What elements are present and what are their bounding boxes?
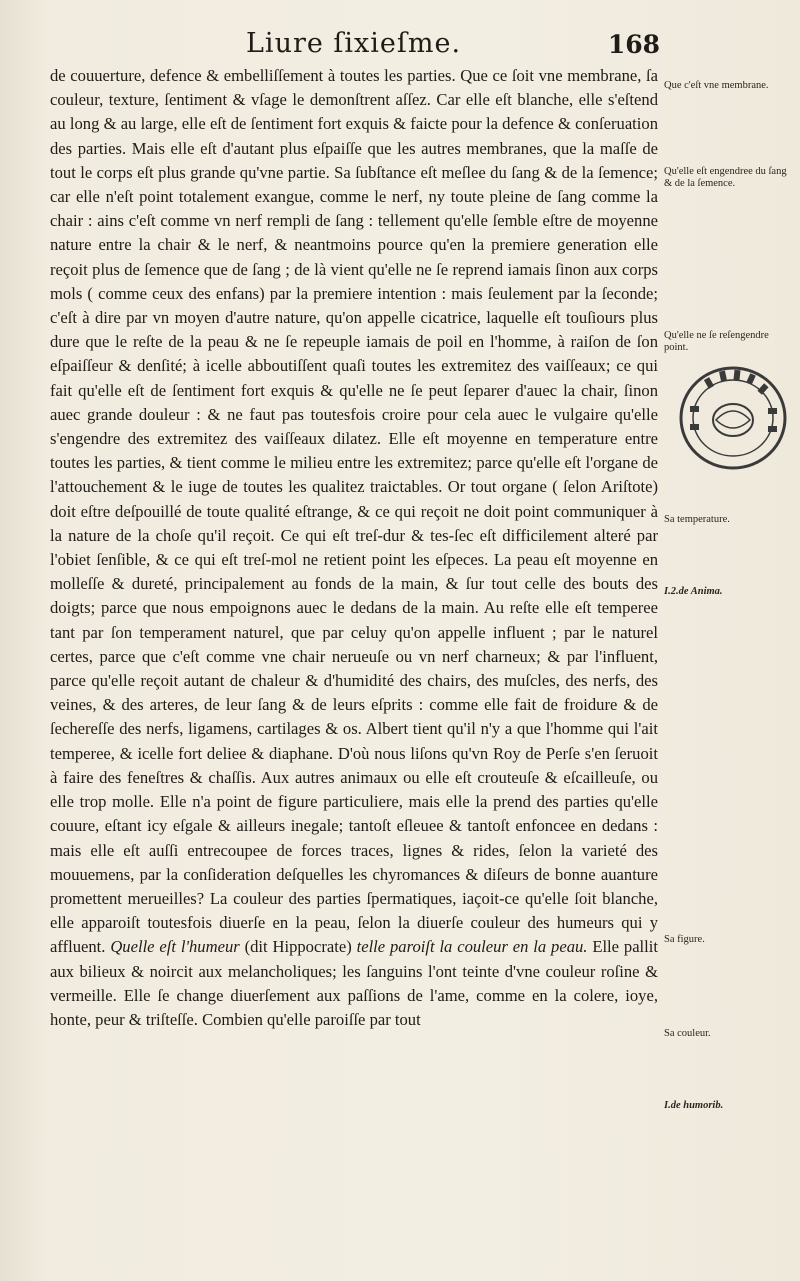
page-number: 168: [607, 30, 660, 59]
margin-note-engendree: Qu'elle eſt engendree du ſang & de la ſemence.: [664, 166, 787, 189]
margin-note-de-anima: I.2.de Anima.: [664, 586, 723, 597]
paragraph-text-mid: (dit Hippocrate): [239, 937, 357, 957]
margin-note-figure: Sa figure.: [664, 934, 705, 945]
paragraph-text-end: Elle pallit aux bilieux & noircit aux melancholiques; les ſanguins l'ont teinte d'vne couleur roſine & vermeille. Elle ſe change diuerſement aux paſſions de l'ame, comme en la colere, ioye, honte, peur & triſteſſe. Combien qu'elle paroiſſe par tout: [50, 937, 658, 1029]
margin-note-membrane: Que c'eſt vne membrane.: [664, 80, 769, 91]
library-stamp-icon: [676, 362, 790, 474]
running-title: Liure ſixieſme.: [246, 28, 462, 59]
margin-note-temperature: Sa temperature.: [664, 514, 730, 525]
main-paragraph: [50, 64, 658, 1032]
main-text-block: [50, 64, 658, 1032]
margin-note-resengendre: Qu'elle ne ſe reſengendre point.: [664, 330, 769, 353]
margin-note-de-humoribus: I.de humorib.: [664, 1100, 724, 1111]
margin-notes: [664, 0, 794, 1281]
italic-quote-2: telle paroiſt la couleur en la peau.: [356, 937, 588, 957]
paragraph-text: de couuerture, defence & embelliſſement à toutes les parties. Que ce ſoit vne membrane, ſa couleur, texture, ſentiment & vſage le demonſtrent aſſez. Car elle eſt blanche, elle s'eſtend au long & au large, elle eſt de ſentiment fort exquis & faicte pour la defence & conſeruation des parties. Mais elle eſt d'autant plus eſpaiſſe que les autres membranes, que la maſſe de tout le corps eſt plus grande qu'vne partie. Sa ſubſtance eſt meſlee du ſang & de la ſemence; car elle n'eſt point totalement exangue, comme le nerf, ny toute pleine de ſang comme la chair : ains c'eſt comme vn nerf rempli de ſang : tellement qu'elle ſemble eſtre de moyenne nature entre la chair & le nerf, & neantmoins pource qu'en la premiere generation elle reçoit plus de ſemence que de ſang ; de là vient qu'elle ne ſe reprend iamais ſinon aux corps mols ( comme ceux des enfans) par la premiere intention : mais ſeulement par la ſeconde; c'eſt à dire par vn moyen d'autre nature, qu'on appelle cicatrice, laquelle eſt touſiours plus dure que le reſte de la peau & ne ſe repeuple iamais de poil en l'homme, à raiſon de ſon eſpaiſſeur & denſité; à icelle abboutiſſent quaſi toutes les extremitez des vaiſſeaux; ce qui fait qu'elle eſt de ſentiment fort exquis & qu'elle ne ſe peut ſeparer d'auec la chair, ſinon auec grande douleur : & ne faut pas toutesfois croire pour cela auec le vulgaire qu'elle s'engendre des extremitez des vaiſſeaux dilatez. Elle eſt moyenne en temperature entre toutes les parties, & tient comme le milieu entre les extremitez; parce qu'elle eſt l'organe de l'attouchement & le iuge de toutes les qualitez traictables. Or tout organe ( ſelon Ariſtote) doit eſtre deſpouillé de toute qualité eſtrange, & ce qui reçoit ne doit point communiquer à la nature de la choſe qu'il reçoit. Ce qui eſt treſ-dur & tes-ſec eſt difficilement alteré par l'obiet ſenſible, & ce qui eſt treſ-mol ne retient point les eſpeces. La peau eſt moyenne en molleſſe & dureté, principalement au fonds de la main, & ſur tout celle des bouts des doigts; parce que nous empoignons auec le dedans de la main. Au reſte elle eſt temperee tant par ſon temperament naturel, que par celuy qu'on appelle influent ; par le naturel certes, parce que c'eſt comme vne chair nerueuſe ou vn nerf charneux; & par l'influent, parce qu'elle reçoit autant de chaleur & d'humidité des chairs, des muſcles, des nerfs, des veines, & des arteres, de leur ſang & de leurs eſprits : comme elle fait de froidure & de ſechereſſe des nerfs, ligamens, cartilages & os. Albert tient qu'il n'y a que l'homme qui l'ait temperee, & icelle fort deliee & diaphane. D'où nous liſons qu'vn Roy de Perſe s'en ſeruoit à faire des feneſtres & chaſſis. Aux autres animaux ou elle eſt crouteuſe & eſcailleuſe, ou elle trop molle. Elle n'a point de figure particuliere, mais elle la prend des parties qu'elle couure, eſtant icy eſgale & ailleurs inegale; tantoſt eſleuee & tantoſt enfoncee en dedans : mais elle eſt auſſi entrecoupee de forces traces, lignes & rides, ſelon la varieté des mouuemens, par la conſideration deſquelles les chyromances & diſeurs de bonne auanture promettent merueilles? La couleur des parties ſpermatiques, iaçoit-ce qu'elle ſoit blanche, elle apparoiſt toutesfois diuerſe en la peau, ſelon la diuerſe couleur des humeurs qui y affluent.: [50, 66, 658, 957]
italic-quote-1: Quelle eſt l'humeur: [110, 937, 240, 957]
margin-note-couleur: Sa couleur.: [664, 1028, 711, 1039]
running-head: [240, 28, 660, 68]
